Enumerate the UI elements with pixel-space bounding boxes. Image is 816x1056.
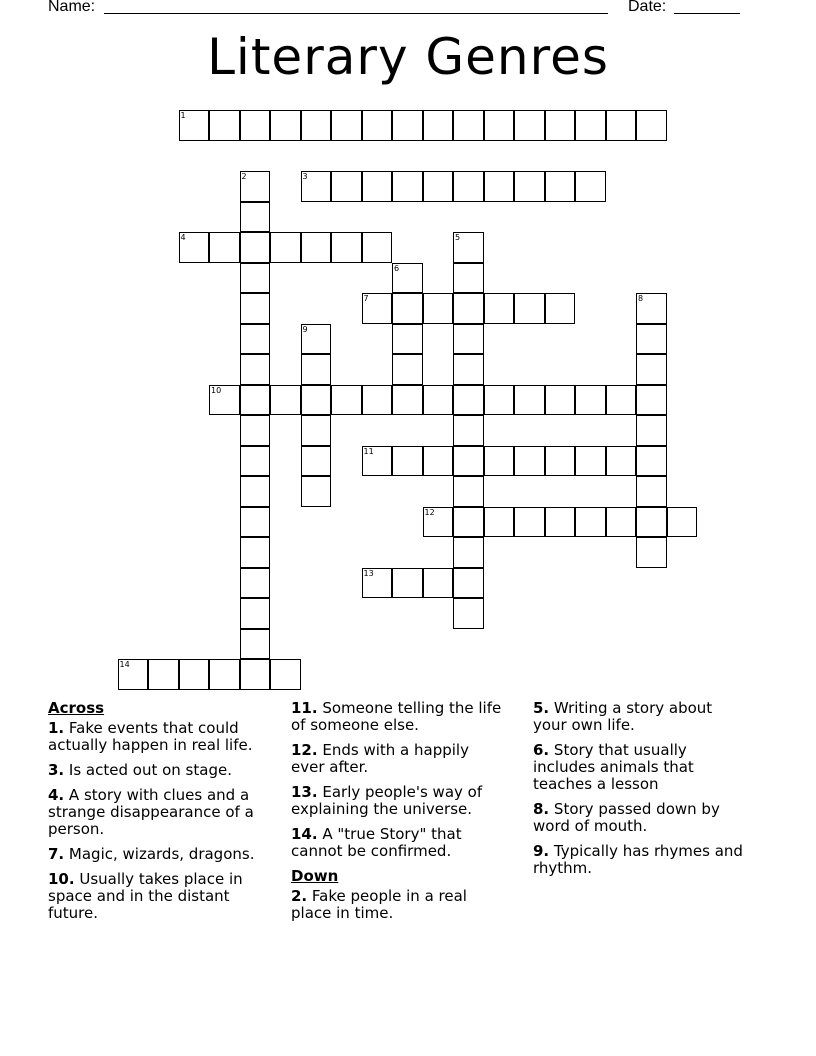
- grid-cell[interactable]: [575, 110, 606, 141]
- clue-across-12: 12. Ends with a happily ever after.: [291, 741, 469, 776]
- grid-cell[interactable]: [392, 293, 423, 324]
- grid-cell[interactable]: [240, 293, 271, 324]
- grid-cell[interactable]: [575, 507, 606, 538]
- grid-cell[interactable]: [301, 446, 332, 477]
- grid-cell[interactable]: [636, 293, 667, 324]
- grid-cell[interactable]: [209, 232, 240, 263]
- grid-cell[interactable]: [606, 110, 637, 141]
- clue-column-2: [291, 700, 505, 930]
- grid-cell[interactable]: [636, 354, 667, 385]
- grid-cell[interactable]: [636, 507, 667, 538]
- clue-across-1: 1. Fake events that could actually happen in real life.: [48, 719, 253, 754]
- grid-cell[interactable]: [514, 171, 545, 202]
- grid-cell[interactable]: [240, 476, 271, 507]
- clue-column-1: [48, 700, 284, 930]
- grid-cell[interactable]: [392, 354, 423, 385]
- grid-cell[interactable]: [362, 232, 393, 263]
- grid-cell[interactable]: [301, 385, 332, 416]
- grid-cell[interactable]: [240, 446, 271, 477]
- name-label: Name:: [48, 0, 96, 15]
- clue-number: 8: [638, 294, 644, 303]
- grid-cell[interactable]: [270, 385, 301, 416]
- grid-cell[interactable]: [362, 446, 393, 477]
- grid-cell[interactable]: [240, 385, 271, 416]
- grid-cell[interactable]: [209, 659, 240, 690]
- grid-cell[interactable]: [575, 385, 606, 416]
- grid-cell[interactable]: [514, 507, 545, 538]
- grid-cell[interactable]: [545, 110, 576, 141]
- clue-number: 13: [363, 568, 374, 578]
- grid-cell[interactable]: [240, 324, 271, 355]
- grid-cell[interactable]: [209, 385, 240, 416]
- grid-cell[interactable]: [179, 659, 210, 690]
- grid-cell[interactable]: [514, 110, 545, 141]
- grid-cell[interactable]: [453, 415, 484, 446]
- grid-cell[interactable]: [301, 476, 332, 507]
- grid-cell[interactable]: [575, 171, 606, 202]
- grid-cell[interactable]: [453, 171, 484, 202]
- grid-cell[interactable]: [423, 293, 454, 324]
- grid-cell[interactable]: [484, 507, 515, 538]
- grid-cell[interactable]: [636, 324, 667, 355]
- grid-cell[interactable]: [179, 110, 210, 141]
- grid-cell[interactable]: [240, 659, 271, 690]
- grid-cell[interactable]: [453, 263, 484, 294]
- grid-cell[interactable]: [270, 232, 301, 263]
- clue-number: 10: [211, 385, 222, 395]
- grid-cell[interactable]: [606, 507, 637, 538]
- clue-number: 2: [241, 172, 247, 181]
- clue-across-11: 11. Someone telling the life of someone else.: [291, 699, 502, 734]
- grid-cell[interactable]: [240, 171, 271, 202]
- grid-cell[interactable]: [240, 202, 271, 233]
- clue-number: 9: [302, 324, 308, 334]
- grid-cell[interactable]: [484, 110, 515, 141]
- grid-cell[interactable]: [636, 537, 667, 568]
- grid-cell[interactable]: [240, 507, 271, 538]
- grid-cell[interactable]: [423, 446, 454, 477]
- grid-cell[interactable]: [423, 507, 454, 538]
- clue-column-3: [533, 700, 743, 885]
- grid-cell[interactable]: [423, 171, 454, 202]
- clue-number: 3: [302, 172, 308, 181]
- grid-cell[interactable]: [240, 354, 271, 385]
- clue-down-9: 9. Typically has rhymes and rhythm.: [533, 842, 743, 877]
- grid-cell[interactable]: [270, 110, 301, 141]
- clue-number: 11: [363, 446, 374, 456]
- grid-cell[interactable]: [636, 476, 667, 507]
- grid-cell[interactable]: [453, 232, 484, 263]
- clue-number: 5: [455, 233, 461, 242]
- grid-cell[interactable]: [148, 659, 179, 690]
- grid-cell[interactable]: [453, 537, 484, 568]
- grid-cell[interactable]: [484, 171, 515, 202]
- clue-down-6: 6. Story that usually includes animals that teaches a lesson: [533, 741, 694, 793]
- grid-cell[interactable]: [453, 598, 484, 629]
- across-heading: Across: [48, 699, 105, 717]
- grid-cell[interactable]: [484, 293, 515, 324]
- grid-cell[interactable]: [301, 110, 332, 141]
- grid-cell[interactable]: [484, 446, 515, 477]
- grid-cell[interactable]: [118, 659, 149, 690]
- grid-cell[interactable]: [545, 293, 576, 324]
- grid-cell[interactable]: [636, 385, 667, 416]
- clue-down-8: 8. Story passed down by word of mouth.: [533, 800, 720, 835]
- grid-cell[interactable]: [545, 446, 576, 477]
- clue-number: 4: [180, 233, 186, 242]
- clue-number: 7: [363, 294, 369, 303]
- clue-down-2: 2. Fake people in a real place in time.: [291, 887, 467, 922]
- grid-cell[interactable]: [423, 110, 454, 141]
- grid-cell[interactable]: [667, 507, 698, 538]
- grid-cell[interactable]: [240, 415, 271, 446]
- clue-across-3: 3. Is acted out on stage.: [48, 761, 232, 779]
- page-title: Literary Genres: [207, 28, 609, 86]
- clue-across-4: 4. A story with clues and a strange disappearance of a person.: [48, 786, 254, 838]
- grid-cell[interactable]: [362, 568, 393, 599]
- grid-cell[interactable]: [362, 110, 393, 141]
- grid-cell[interactable]: [331, 171, 362, 202]
- grid-cell[interactable]: [453, 476, 484, 507]
- grid-cell[interactable]: [392, 324, 423, 355]
- grid-cell[interactable]: [606, 385, 637, 416]
- grid-cell[interactable]: [453, 354, 484, 385]
- grid-cell[interactable]: [270, 659, 301, 690]
- grid-cell[interactable]: [606, 446, 637, 477]
- down-heading: Down: [291, 867, 339, 885]
- grid-cell[interactable]: [453, 385, 484, 416]
- grid-cell[interactable]: [240, 598, 271, 629]
- grid-cell[interactable]: [240, 263, 271, 294]
- clue-number: 6: [394, 263, 400, 273]
- grid-cell[interactable]: [453, 507, 484, 538]
- grid-cell[interactable]: [423, 568, 454, 599]
- grid-cell[interactable]: [484, 385, 515, 416]
- clue-across-14: 14. A "true Story" that cannot be confirmed.: [291, 825, 462, 860]
- grid-cell[interactable]: [392, 568, 423, 599]
- grid-cell[interactable]: [240, 232, 271, 263]
- grid-cell[interactable]: [331, 232, 362, 263]
- grid-cell[interactable]: [636, 415, 667, 446]
- grid-cell[interactable]: [575, 446, 606, 477]
- grid-cell[interactable]: [301, 415, 332, 446]
- grid-cell[interactable]: [362, 171, 393, 202]
- grid-cell[interactable]: [453, 324, 484, 355]
- grid-cell[interactable]: [301, 232, 332, 263]
- clue-number: 14: [119, 660, 130, 669]
- clue-number: 12: [424, 507, 435, 517]
- grid-cell[interactable]: [240, 110, 271, 141]
- grid-cell[interactable]: [545, 507, 576, 538]
- grid-cell[interactable]: [240, 568, 271, 599]
- grid-cell[interactable]: [240, 629, 271, 660]
- grid-cell[interactable]: [301, 171, 332, 202]
- grid-cell[interactable]: [514, 385, 545, 416]
- grid-cell[interactable]: [301, 354, 332, 385]
- grid-cell[interactable]: [392, 446, 423, 477]
- grid-cell[interactable]: [392, 263, 423, 294]
- grid-cell[interactable]: [392, 110, 423, 141]
- grid-cell[interactable]: [453, 293, 484, 324]
- grid-cell[interactable]: [453, 110, 484, 141]
- grid-cell[interactable]: [453, 568, 484, 599]
- clue-across-10: 10. Usually takes place in space and in the distant future.: [48, 870, 243, 922]
- grid-cell[interactable]: [362, 293, 393, 324]
- grid-cell[interactable]: [392, 385, 423, 416]
- grid-cell[interactable]: [179, 232, 210, 263]
- clue-down-5: 5. Writing a story about your own life.: [533, 699, 713, 734]
- grid-cell[interactable]: [392, 171, 423, 202]
- grid-cell[interactable]: [301, 324, 332, 355]
- grid-cell[interactable]: [209, 110, 240, 141]
- clue-across-7: 7. Magic, wizards, dragons.: [48, 845, 255, 863]
- grid-cell[interactable]: [636, 446, 667, 477]
- grid-cell[interactable]: [331, 110, 362, 141]
- grid-cell[interactable]: [453, 446, 484, 477]
- grid-cell[interactable]: [514, 293, 545, 324]
- grid-cell[interactable]: [362, 385, 393, 416]
- grid-cell[interactable]: [545, 171, 576, 202]
- clue-number: 1: [180, 111, 186, 120]
- grid-cell[interactable]: [636, 110, 667, 141]
- clue-across-13: 13. Early people's way of explaining the universe.: [291, 783, 483, 818]
- date-label: Date:: [628, 0, 667, 15]
- grid-cell[interactable]: [514, 446, 545, 477]
- grid-cell[interactable]: [331, 385, 362, 416]
- grid-cell[interactable]: [423, 385, 454, 416]
- grid-cell[interactable]: [545, 385, 576, 416]
- grid-cell[interactable]: [240, 537, 271, 568]
